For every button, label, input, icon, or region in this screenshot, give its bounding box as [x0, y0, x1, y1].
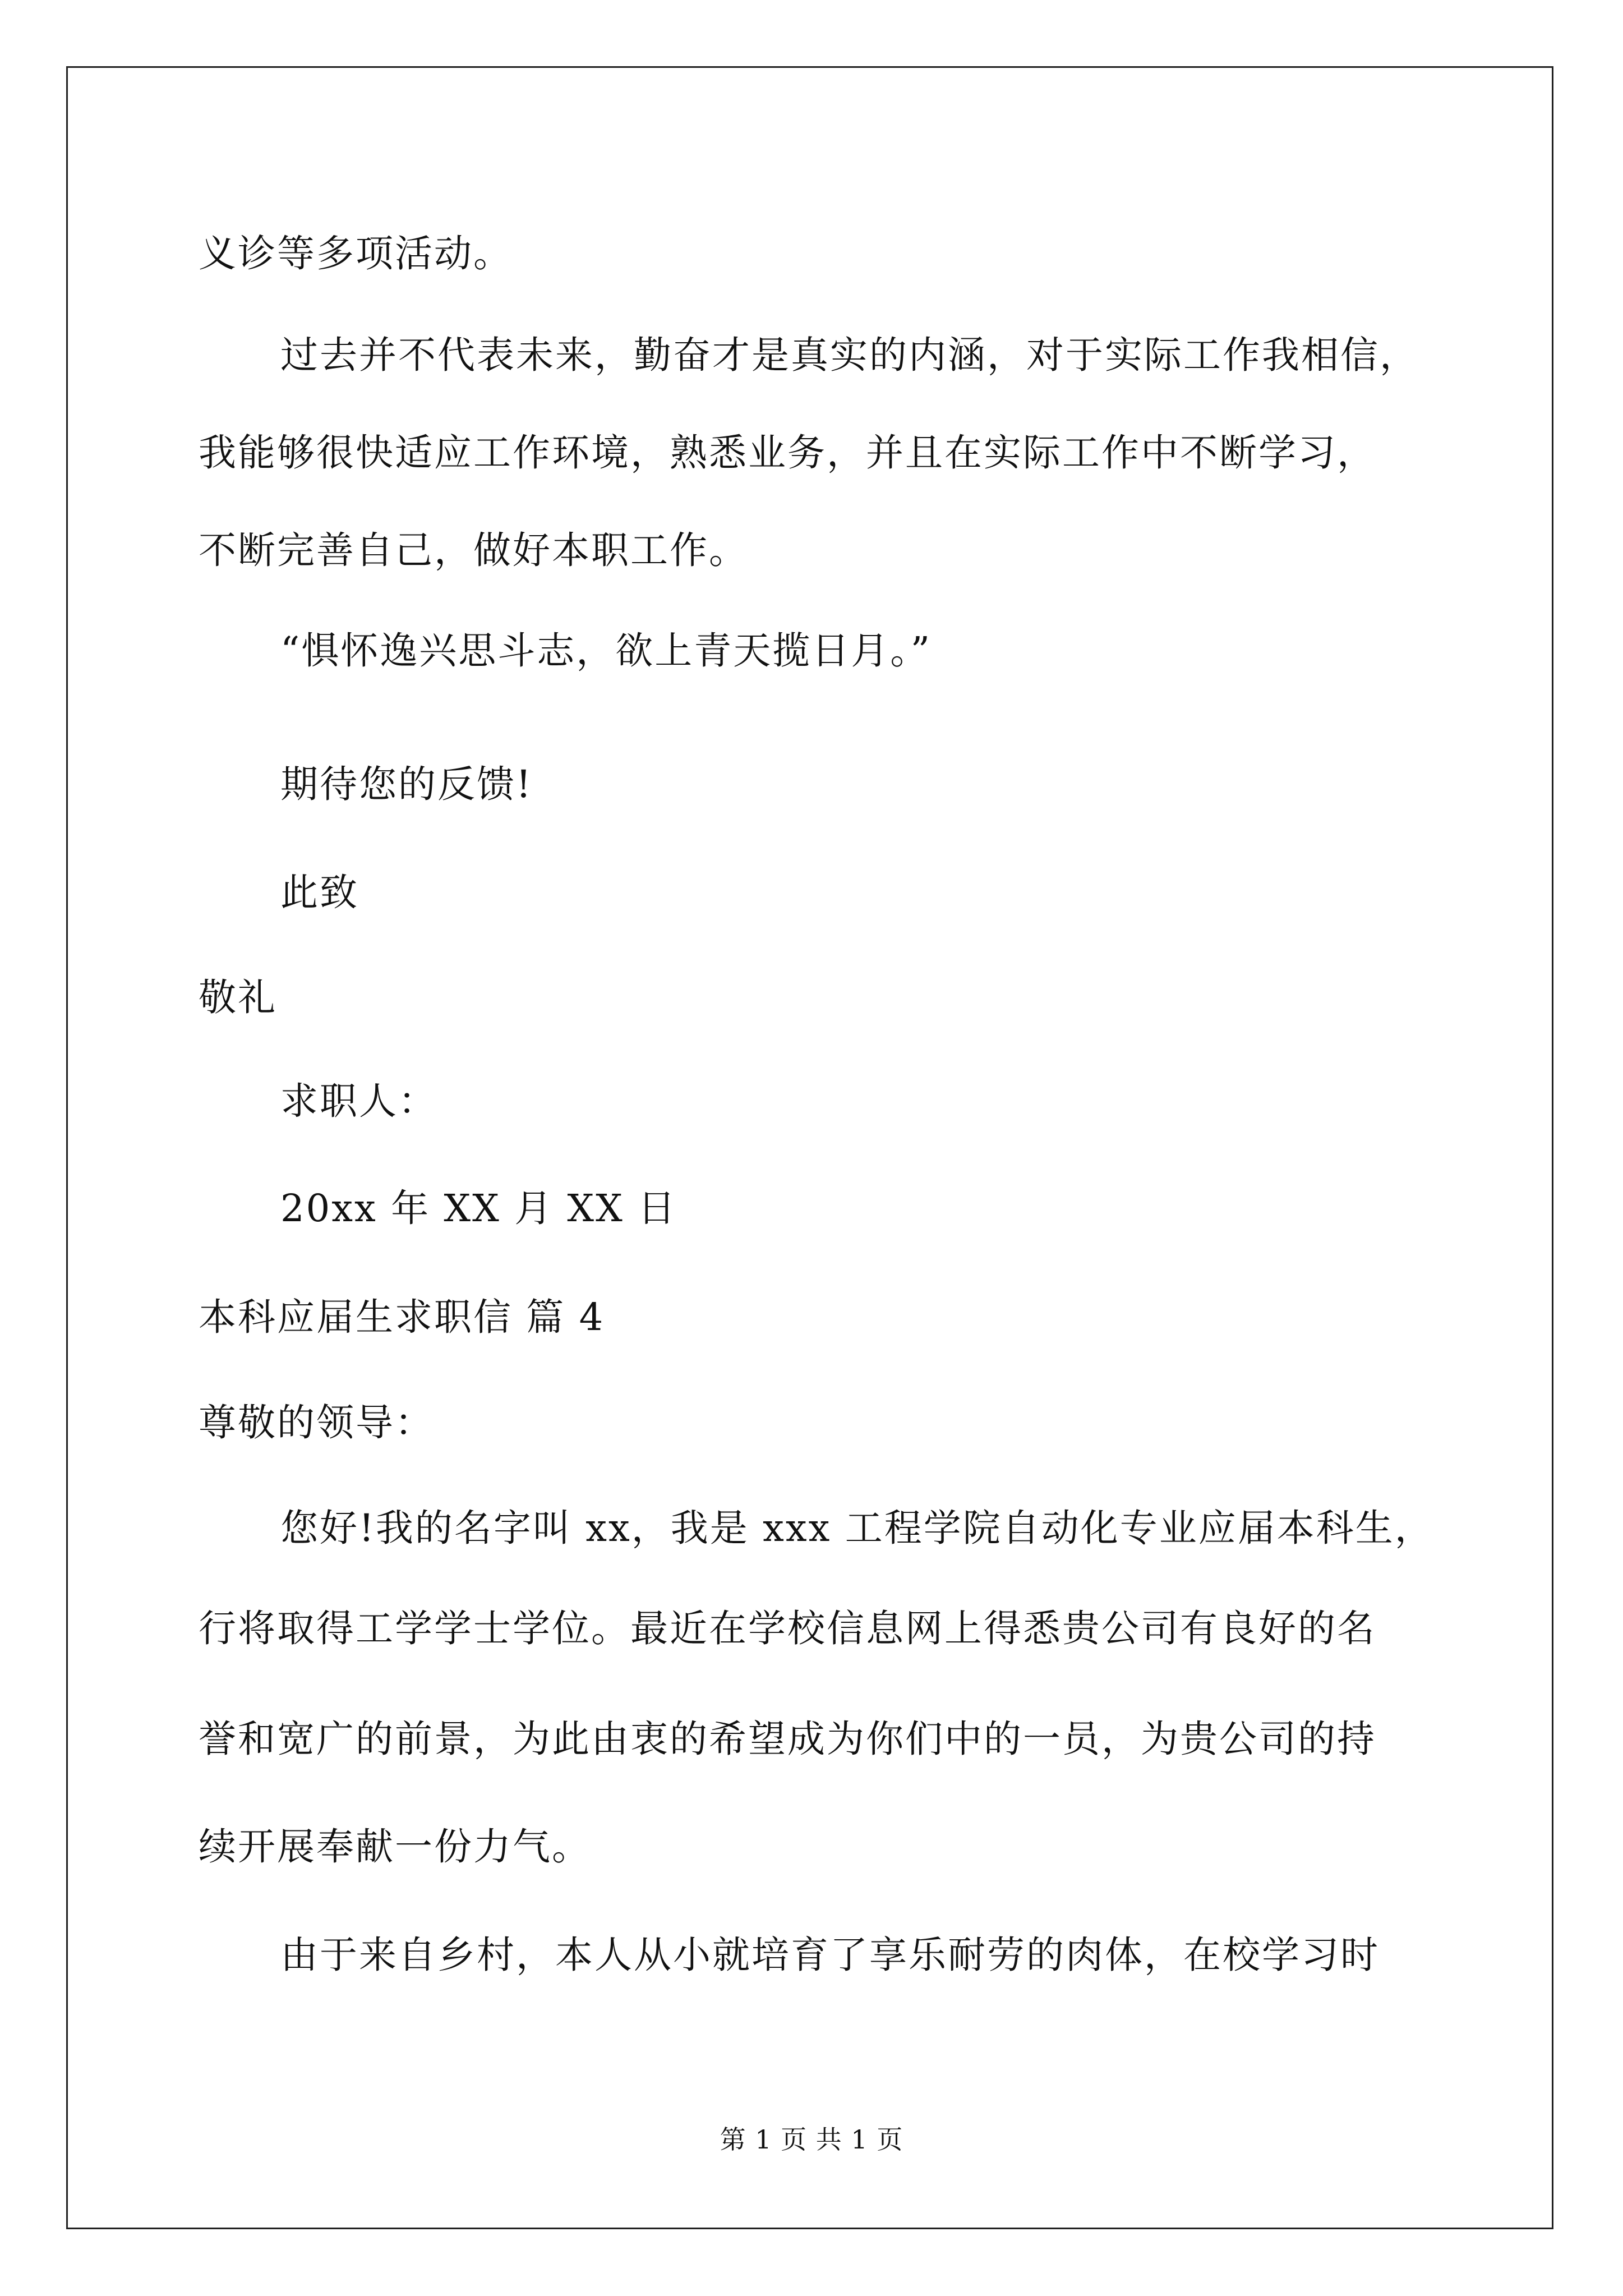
paragraph-line: 过去并不代表未来，勤奋才是真实的内涵，对于实际工作我相信， — [280, 333, 1419, 377]
page-border — [66, 66, 1553, 2229]
quote-line: “惧怀逸兴思斗志，欲上青天揽日月。” — [280, 629, 932, 673]
paragraph-line: 誉和宽广的前景，为此由衷的希望成为你们中的一员，为贵公司的持 — [199, 1717, 1376, 1761]
greeting-line: 尊敬的领导： — [199, 1401, 434, 1444]
paragraph-line: 行将取得工学学士学位。最近在学校信息网上得悉贵公司有良好的名 — [199, 1607, 1376, 1650]
paragraph-line: 续开展奉献一份力气。 — [199, 1825, 591, 1869]
section-heading: 本科应届生求职信 篇 4 — [199, 1295, 605, 1339]
closing-line: 期待您的反馈! — [280, 762, 533, 806]
date-line: 20xx 年 XX 月 XX 日 — [280, 1186, 677, 1230]
page-footer: 第 1 页 共 1 页 — [720, 2124, 903, 2155]
paragraph-line: 由于来自乡村，本人从小就培育了享乐耐劳的肉体，在校学习时 — [280, 1933, 1380, 1977]
paragraph-line: 您好!我的名字叫 xx，我是 xxx 工程学院自动化专业应届本科生， — [280, 1506, 1434, 1550]
signature-label: 求职人： — [280, 1079, 437, 1123]
paragraph-line: 我能够很快适应工作环境，熟悉业务，并且在实际工作中不断学习， — [199, 431, 1376, 475]
paragraph-line: 不断完善自己，做好本职工作。 — [199, 528, 748, 572]
paragraph-line: 义诊等多项活动。 — [199, 232, 513, 275]
salutation-line: 敬礼 — [199, 976, 277, 1019]
salutation-line: 此致 — [280, 871, 359, 914]
